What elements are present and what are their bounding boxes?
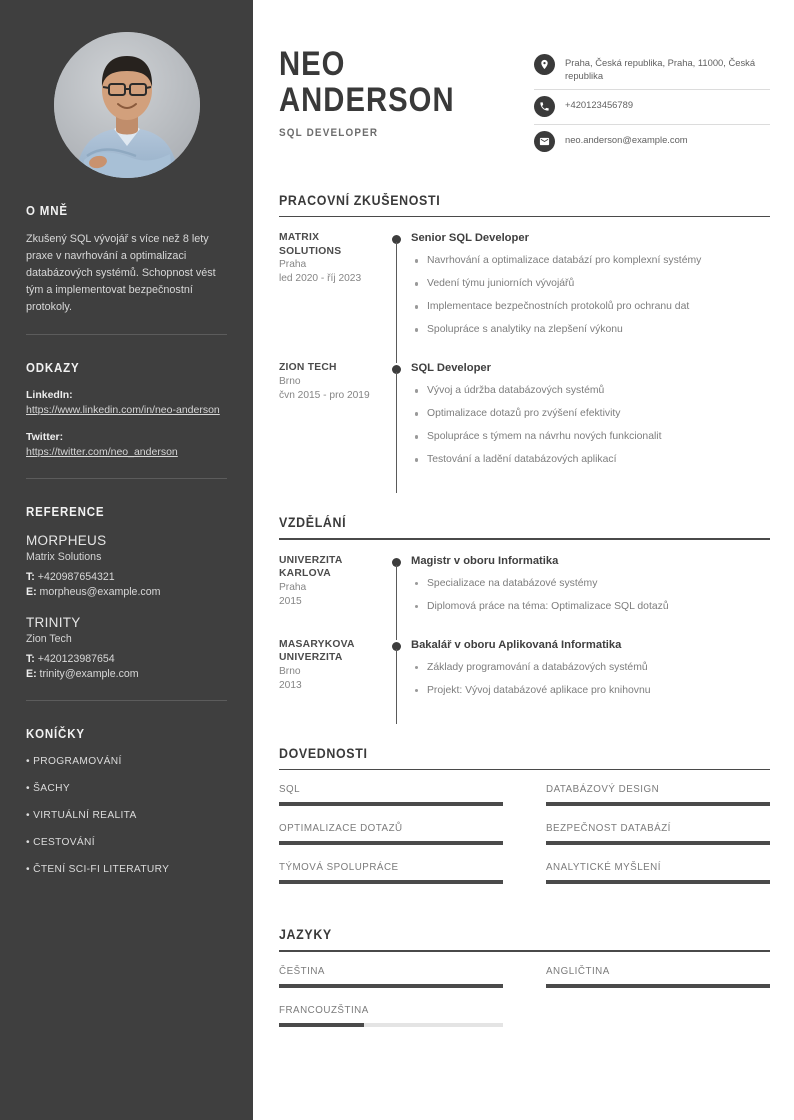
skill-label: ANALYTICKÉ MYŠLENÍ: [546, 862, 661, 874]
list-item: • ČTENÍ SCI-FI LITERATURY: [26, 862, 227, 877]
link-url-twitter[interactable]: https://twitter.com/neo_anderson: [26, 446, 178, 458]
timeline-line: [396, 565, 397, 640]
language-bar-fill: [279, 984, 503, 988]
experience-entry: [279, 361, 770, 489]
email-label: E:: [26, 586, 37, 598]
reference-phone: [26, 570, 227, 585]
skill-bar-fill: [279, 802, 503, 806]
links-section: [26, 361, 227, 479]
entry-body: [411, 231, 770, 359]
entry-location: Brno: [279, 665, 301, 677]
reference-item: [26, 614, 227, 682]
skill-item: [279, 823, 503, 845]
timeline-line: [396, 242, 397, 363]
language-label: FRANCOUZŠTINA: [279, 1004, 369, 1016]
bullet-item: Diplomová práce na téma: Optimalizace SQL dotazů: [411, 599, 770, 614]
phone-value: +420987654321: [37, 571, 115, 583]
reference-email: [26, 667, 227, 682]
bullet-item: Projekt: Vývoj databázové aplikace pro knihovnu: [411, 683, 770, 698]
reference-name: MORPHEUS: [26, 533, 107, 548]
timeline: [389, 361, 411, 489]
language-bar-track: [279, 984, 503, 988]
skill-bar-track: [546, 802, 770, 806]
language-bar-fill: [546, 984, 770, 988]
bullet-item: Navrhování a optimalizace databází pro komplexní systémy: [411, 253, 770, 268]
timeline-line: [396, 372, 397, 493]
skill-bar-track: [546, 880, 770, 884]
about-heading: O MNĚ: [26, 204, 68, 218]
skill-bar-fill: [546, 802, 770, 806]
skill-bar-fill: [279, 880, 503, 884]
link-item-linkedin: [26, 388, 227, 418]
entry-meta: [279, 638, 389, 720]
skills-heading: DOVEDNOSTI: [279, 745, 368, 761]
divider: [26, 700, 227, 701]
experience-section: [279, 193, 770, 489]
bullet-item: Implementace bezpečnostních protokolů pro ochranu dat: [411, 299, 770, 314]
email-value: morpheus@example.com: [39, 586, 161, 598]
bullet-item: Vývoj a údržba databázových systémů: [411, 383, 770, 398]
bullet-item: Spolupráce s týmem na návrhu nových funkcionalit: [411, 429, 770, 444]
section-rule: [279, 950, 770, 951]
header: [279, 40, 770, 159]
contact-row-address: [534, 48, 770, 90]
main-content: [253, 0, 794, 1120]
list-item: • CESTOVÁNÍ: [26, 835, 227, 850]
reference-name: TRINITY: [26, 615, 81, 630]
education-section: [279, 515, 770, 719]
languages-heading: JAZYKY: [279, 927, 332, 943]
skill-bar-track: [279, 880, 503, 884]
education-entry: [279, 554, 770, 636]
bullet-item: Základy programování a databázových systémů: [411, 660, 770, 675]
link-label: LinkedIn:: [26, 389, 73, 401]
phone-label: T:: [26, 571, 35, 583]
job-title: SQL DEVELOPER: [279, 127, 379, 139]
phone-label: T:: [26, 653, 35, 665]
entry-body: [411, 554, 770, 636]
organization-name: MASARYKOVA UNIVERZITA: [279, 638, 355, 664]
language-item: [279, 966, 503, 988]
entry-body: [411, 638, 770, 720]
language-item: [546, 966, 770, 988]
hobbies-heading: KONÍČKY: [26, 727, 85, 741]
divider: [26, 334, 227, 335]
skill-label: DATABÁZOVÝ DESIGN: [546, 784, 660, 796]
phone-value: +420123987654: [37, 653, 115, 665]
experience-entry: [279, 231, 770, 359]
bullet-item: Testování a ladění databázových aplikací: [411, 452, 770, 467]
email-value: trinity@example.com: [39, 668, 139, 680]
language-bar-track: [546, 984, 770, 988]
skill-bar-track: [279, 841, 503, 845]
skill-bar-fill: [546, 880, 770, 884]
email-label: E:: [26, 668, 37, 680]
language-item: [279, 1005, 503, 1027]
language-label: ANGLIČTINA: [546, 965, 610, 977]
last-name: ANDERSON: [279, 81, 455, 119]
entry-meta: [279, 554, 389, 636]
hobbies-section: [26, 727, 227, 877]
role-title: SQL Developer: [411, 362, 492, 375]
about-section: [26, 204, 227, 335]
role-title: Senior SQL Developer: [411, 232, 529, 245]
bullet-item: Optimalizace dotazů pro zvýšení efektivity: [411, 406, 770, 421]
role-title: Bakalář v oboru Aplikovaná Informatika: [411, 638, 622, 651]
timeline: [389, 231, 411, 359]
contact-address: Praha, Česká republika, Praha, 11000, Česká republika: [565, 57, 756, 81]
contact-phone: +420123456789: [565, 99, 634, 110]
skills-grid: [279, 784, 770, 901]
skill-bar-track: [546, 841, 770, 845]
entry-dates: 2013: [279, 679, 302, 691]
reference-phone: [26, 652, 227, 667]
first-name: NEO: [279, 45, 346, 83]
link-item-twitter: [26, 430, 227, 460]
list-item: • VIRTUÁLNÍ REALITA: [26, 808, 227, 823]
language-bar-track: [279, 1023, 503, 1027]
reference-company: Matrix Solutions: [26, 551, 102, 563]
skill-label: SQL: [279, 784, 301, 796]
phone-icon: [534, 96, 555, 117]
reference-item: [26, 532, 227, 600]
skill-bar-fill: [279, 841, 503, 845]
skill-label: TÝMOVÁ SPOLUPRÁCE: [279, 862, 399, 874]
list-item: • PROGRAMOVÁNÍ: [26, 754, 227, 769]
experience-heading: PRACOVNÍ ZKUŠENOSTI: [279, 193, 441, 208]
skill-item: [546, 862, 770, 884]
contact-row-email: [534, 125, 770, 159]
bullet-item: Spolupráce s analytiky na zlepšení výkonu: [411, 322, 770, 337]
skill-item: [279, 862, 503, 884]
sidebar: [0, 0, 253, 1120]
role-title: Magistr v oboru Informatika: [411, 554, 559, 567]
entry-dates: led 2020 - říj 2023: [279, 273, 362, 285]
skills-section: [279, 746, 770, 901]
about-text: Zkušený SQL vývojář s více než 8 lety praxe v navrhování a optimalizaci databázových systémů. Schopnost vést tým a implementovat bezpečnostní protokoly.: [26, 233, 216, 313]
timeline: [389, 638, 411, 720]
profile-photo: [54, 32, 200, 178]
contact-row-phone: [534, 90, 770, 125]
education-entry: [279, 638, 770, 720]
organization-name: ZION TECH: [279, 362, 337, 374]
languages-grid: [279, 966, 770, 1044]
entry-dates: čvn 2015 - pro 2019: [279, 389, 370, 401]
references-heading: REFERENCE: [26, 505, 105, 519]
skill-item: [546, 823, 770, 845]
section-rule: [279, 538, 770, 539]
link-label: Twitter:: [26, 431, 64, 443]
contact-list: [534, 40, 770, 159]
education-heading: VZDĚLÁNÍ: [279, 515, 347, 531]
link-url-linkedin[interactable]: https://www.linkedin.com/in/neo-anderson: [26, 404, 220, 416]
entry-dates: 2015: [279, 595, 302, 607]
skill-item: [279, 784, 503, 806]
entry-location: Brno: [279, 375, 301, 387]
entry-meta: [279, 361, 389, 489]
name-block: [279, 40, 483, 139]
location-pin-icon: [534, 54, 555, 75]
timeline-line: [396, 649, 397, 724]
timeline: [389, 554, 411, 636]
skill-bar-track: [279, 802, 503, 806]
contact-email: neo.anderson@example.com: [565, 134, 688, 145]
organization-name: UNIVERZITA KARLOVA: [279, 554, 343, 580]
skill-label: BEZPEČNOST DATABÁZÍ: [546, 823, 671, 835]
entry-meta: [279, 231, 389, 359]
links-heading: ODKAZY: [26, 361, 80, 375]
skill-bar-fill: [546, 841, 770, 845]
languages-section: [279, 927, 770, 1043]
entry-body: [411, 361, 770, 489]
skill-label: OPTIMALIZACE DOTAZŮ: [279, 823, 403, 835]
entry-location: Praha: [279, 581, 307, 593]
list-item: • ŠACHY: [26, 781, 227, 796]
language-bar-fill: [279, 1023, 364, 1027]
reference-company: Zion Tech: [26, 633, 72, 645]
skill-item: [546, 784, 770, 806]
section-rule: [279, 216, 770, 217]
bullet-item: Vedení týmu juniorních vývojářů: [411, 276, 770, 291]
reference-email: [26, 585, 227, 600]
language-label: ČEŠTINA: [279, 965, 325, 977]
bullet-item: Specializace na databázové systémy: [411, 576, 770, 591]
organization-name: MATRIX SOLUTIONS: [279, 232, 342, 257]
section-rule: [279, 769, 770, 770]
envelope-icon: [534, 131, 555, 152]
photo-container: [26, 32, 227, 178]
references-section: [26, 505, 227, 701]
entry-location: Praha: [279, 259, 307, 271]
divider: [26, 478, 227, 479]
